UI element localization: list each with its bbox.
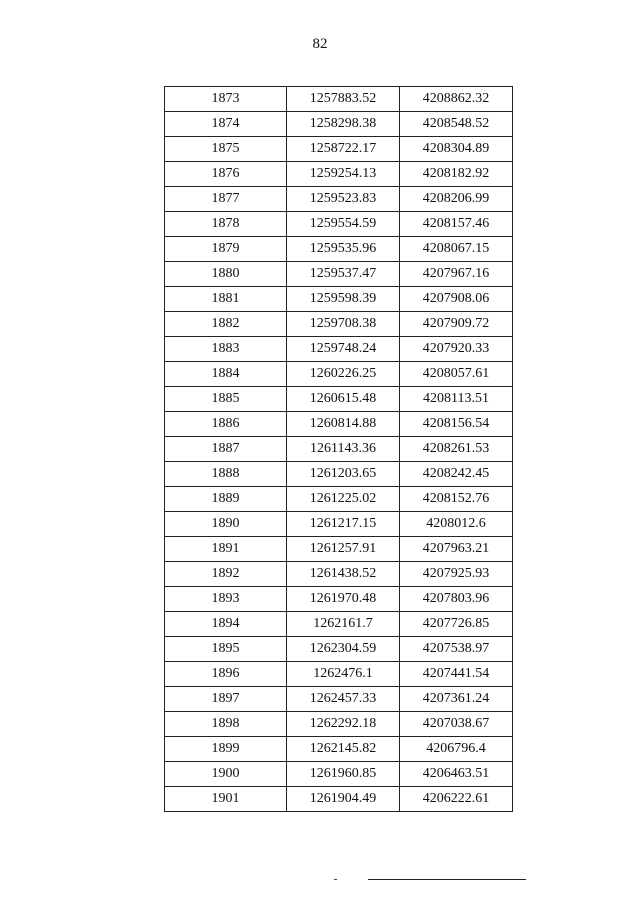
point-number-cell: 1893	[165, 587, 287, 612]
point-number-cell: 1891	[165, 537, 287, 562]
y-coordinate-cell: 4208304.89	[400, 137, 513, 162]
point-number-cell: 1873	[165, 87, 287, 112]
y-coordinate-cell: 4207967.16	[400, 262, 513, 287]
x-coordinate-cell: 1258298.38	[287, 112, 400, 137]
table-row	[165, 612, 513, 637]
y-coordinate-cell: 4208157.46	[400, 212, 513, 237]
y-coordinate-cell: 4208182.92	[400, 162, 513, 187]
x-coordinate-cell: 1262457.33	[287, 687, 400, 712]
x-coordinate-cell: 1258722.17	[287, 137, 400, 162]
x-coordinate-cell: 1261203.65	[287, 462, 400, 487]
x-coordinate-cell: 1262304.59	[287, 637, 400, 662]
point-number-cell: 1880	[165, 262, 287, 287]
page-scan-mark	[334, 879, 337, 880]
table-row	[165, 112, 513, 137]
x-coordinate-cell: 1261225.02	[287, 487, 400, 512]
x-coordinate-cell: 1259748.24	[287, 337, 400, 362]
x-coordinate-cell: 1261904.49	[287, 787, 400, 812]
y-coordinate-cell: 4208012.6	[400, 512, 513, 537]
table-row	[165, 312, 513, 337]
x-coordinate-cell: 1261217.15	[287, 512, 400, 537]
table-row	[165, 162, 513, 187]
y-coordinate-cell: 4208261.53	[400, 437, 513, 462]
y-coordinate-cell: 4207726.85	[400, 612, 513, 637]
point-number-cell: 1878	[165, 212, 287, 237]
point-number-cell: 1882	[165, 312, 287, 337]
x-coordinate-cell: 1259535.96	[287, 237, 400, 262]
point-number-cell: 1901	[165, 787, 287, 812]
x-coordinate-cell: 1262292.18	[287, 712, 400, 737]
x-coordinate-cell: 1259523.83	[287, 187, 400, 212]
x-coordinate-cell: 1260615.48	[287, 387, 400, 412]
point-number-cell: 1875	[165, 137, 287, 162]
point-number-cell: 1876	[165, 162, 287, 187]
point-number-cell: 1898	[165, 712, 287, 737]
point-number-cell: 1892	[165, 562, 287, 587]
x-coordinate-cell: 1260226.25	[287, 362, 400, 387]
table-row	[165, 462, 513, 487]
x-coordinate-cell: 1261438.52	[287, 562, 400, 587]
y-coordinate-cell: 4207441.54	[400, 662, 513, 687]
y-coordinate-cell: 4208152.76	[400, 487, 513, 512]
table-row	[165, 287, 513, 312]
table-row	[165, 137, 513, 162]
y-coordinate-cell: 4207538.97	[400, 637, 513, 662]
x-coordinate-cell: 1261960.85	[287, 762, 400, 787]
table-row	[165, 487, 513, 512]
table-row	[165, 537, 513, 562]
point-number-cell: 1896	[165, 662, 287, 687]
y-coordinate-cell: 4208057.61	[400, 362, 513, 387]
y-coordinate-cell: 4206796.4	[400, 737, 513, 762]
y-coordinate-cell: 4208548.52	[400, 112, 513, 137]
x-coordinate-cell: 1261143.36	[287, 437, 400, 462]
x-coordinate-cell: 1262161.7	[287, 612, 400, 637]
y-coordinate-cell: 4208156.54	[400, 412, 513, 437]
page-number: 82	[312, 36, 328, 52]
coordinates-table	[164, 86, 513, 812]
y-coordinate-cell: 4207963.21	[400, 537, 513, 562]
y-coordinate-cell: 4207038.67	[400, 712, 513, 737]
point-number-cell: 1900	[165, 762, 287, 787]
y-coordinate-cell: 4208862.32	[400, 87, 513, 112]
point-number-cell: 1885	[165, 387, 287, 412]
y-coordinate-cell: 4208206.99	[400, 187, 513, 212]
table-row	[165, 562, 513, 587]
table-row	[165, 437, 513, 462]
table-row	[165, 787, 513, 812]
y-coordinate-cell: 4206222.61	[400, 787, 513, 812]
point-number-cell: 1890	[165, 512, 287, 537]
x-coordinate-cell: 1261970.48	[287, 587, 400, 612]
y-coordinate-cell: 4207909.72	[400, 312, 513, 337]
x-coordinate-cell: 1259537.47	[287, 262, 400, 287]
point-number-cell: 1877	[165, 187, 287, 212]
point-number-cell: 1887	[165, 437, 287, 462]
y-coordinate-cell: 4207920.33	[400, 337, 513, 362]
point-number-cell: 1897	[165, 687, 287, 712]
table-row	[165, 637, 513, 662]
point-number-cell: 1889	[165, 487, 287, 512]
point-number-cell: 1888	[165, 462, 287, 487]
page-bottom-rule	[368, 879, 526, 880]
table-row	[165, 87, 513, 112]
table-row	[165, 362, 513, 387]
point-number-cell: 1899	[165, 737, 287, 762]
table-row	[165, 587, 513, 612]
point-number-cell: 1874	[165, 112, 287, 137]
x-coordinate-cell: 1257883.52	[287, 87, 400, 112]
x-coordinate-cell: 1259254.13	[287, 162, 400, 187]
y-coordinate-cell: 4206463.51	[400, 762, 513, 787]
x-coordinate-cell: 1262145.82	[287, 737, 400, 762]
y-coordinate-cell: 4208242.45	[400, 462, 513, 487]
x-coordinate-cell: 1259598.39	[287, 287, 400, 312]
y-coordinate-cell: 4208113.51	[400, 387, 513, 412]
point-number-cell: 1881	[165, 287, 287, 312]
table-row	[165, 512, 513, 537]
table-row	[165, 337, 513, 362]
table-row	[165, 387, 513, 412]
table-row	[165, 662, 513, 687]
table-row	[165, 262, 513, 287]
point-number-cell: 1879	[165, 237, 287, 262]
table-row	[165, 187, 513, 212]
coordinates-table-body	[165, 87, 513, 812]
point-number-cell: 1883	[165, 337, 287, 362]
point-number-cell: 1884	[165, 362, 287, 387]
x-coordinate-cell: 1261257.91	[287, 537, 400, 562]
y-coordinate-cell: 4207908.06	[400, 287, 513, 312]
y-coordinate-cell: 4207361.24	[400, 687, 513, 712]
x-coordinate-cell: 1262476.1	[287, 662, 400, 687]
y-coordinate-cell: 4207803.96	[400, 587, 513, 612]
x-coordinate-cell: 1259554.59	[287, 212, 400, 237]
y-coordinate-cell: 4207925.93	[400, 562, 513, 587]
table-row	[165, 687, 513, 712]
table-row	[165, 737, 513, 762]
table-row	[165, 712, 513, 737]
y-coordinate-cell: 4208067.15	[400, 237, 513, 262]
x-coordinate-cell: 1259708.38	[287, 312, 400, 337]
point-number-cell: 1886	[165, 412, 287, 437]
point-number-cell: 1894	[165, 612, 287, 637]
point-number-cell: 1895	[165, 637, 287, 662]
table-row	[165, 237, 513, 262]
table-row	[165, 412, 513, 437]
table-row	[165, 762, 513, 787]
table-row	[165, 212, 513, 237]
x-coordinate-cell: 1260814.88	[287, 412, 400, 437]
